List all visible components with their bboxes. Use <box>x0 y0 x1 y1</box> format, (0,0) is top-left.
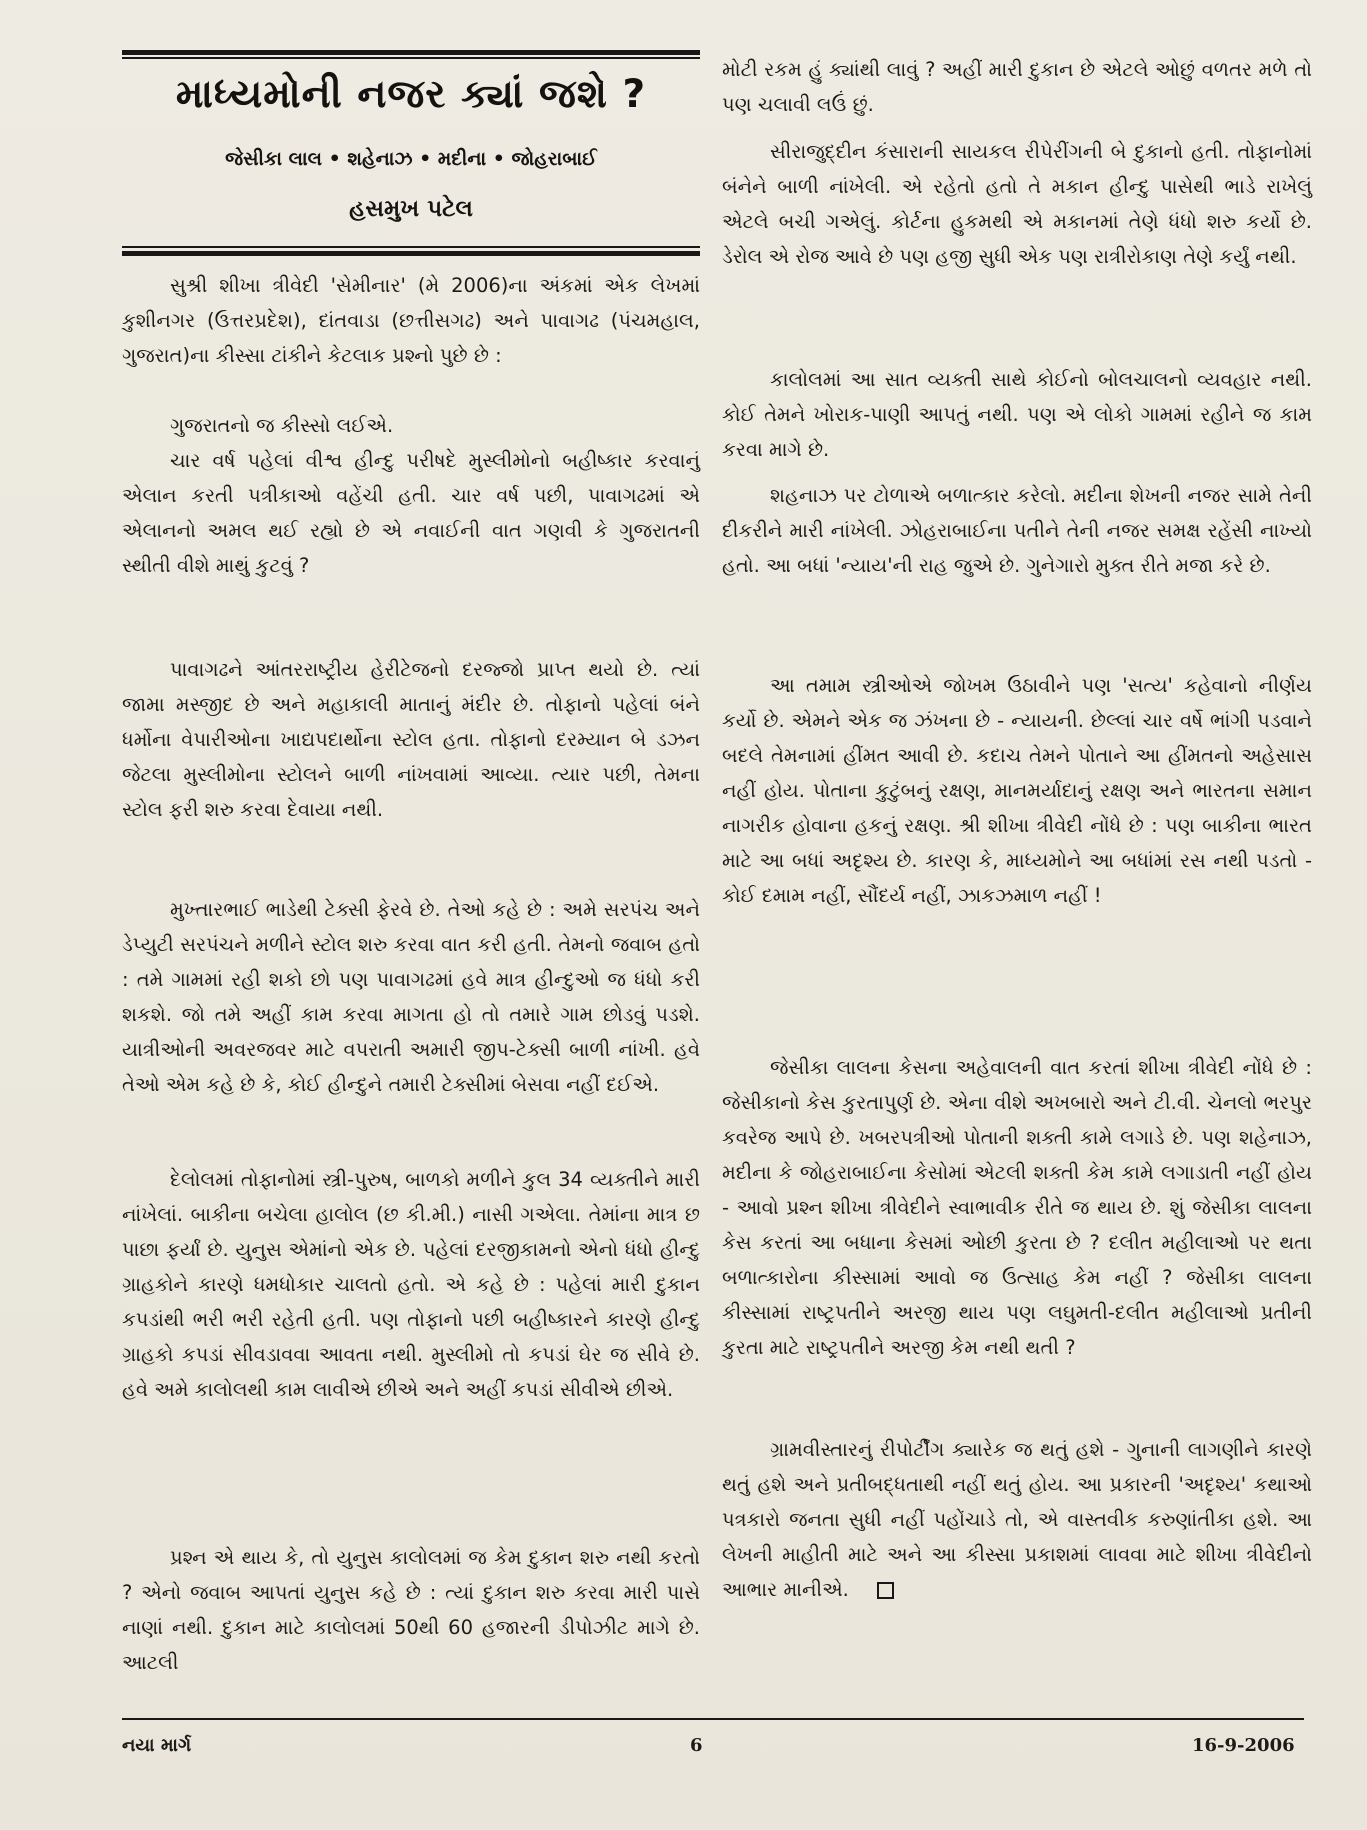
issue-date: 16-9-2006 <box>1192 1735 1295 1756</box>
paragraph: આ તમામ સ્ત્રીઓએ જોખમ ઉઠાવીને પણ 'સત્ય' કહેવાનો નીર્ણય કર્યો છે. એમને એક જ ઝંખના છે - ન્યાયની. છેલ્લાં ચાર વર્ષે ભાંગી પડવાને બદલે તેમનામાં હીંમત આવી છે. કદાચ તેમને પોતાને આ હીંમતનો અહેસાસ નહીં હોય. પોતાના કુટુંબનું રક્ષણ, માનમર્યાદાનું રક્ષણ અને ભારતના સમાન નાગરીક હોવાના હકનું રક્ષણ. શ્રી શીખા ત્રીવેદી નોંધે છે : પણ બાકીના ભારત માટે આ બધાં અદૃશ્ય છે. કારણ કે, માધ્યમોને આ બધાંમાં રસ નથી પડતો - કોઈ દમામ નહીં, સૌંદર્ય નહીં, ઝાકઝમાળ નહીં ! <box>722 674 1312 907</box>
paragraph: ગ્રામવીસ્તારનું રીપોર્ટીંગ ક્યારેક જ થતું હશે - ગુનાની લાગણીને કારણે થતું હશે અને પ્રતીબદ્ધતાથી નહીં થતું હોય. આ પ્રકારની 'અદૃશ્ય' કથાઓ પત્રકારો જનતા સુધી નહીં પહોંચાડે તો, એ વાસ્તવીક કરુણાંતીકા હશે. આ લેખની માહીતી માટે અને આ કીસ્સા પ્રકાશમાં લાવવા માટે શીખા ત્રીવેદીનો આભાર માનીએ. <box>722 1438 1312 1601</box>
header-rule-bottom-thin <box>122 246 700 248</box>
end-of-article-box-icon <box>877 1582 894 1599</box>
header-rule-top <box>122 50 700 55</box>
footer-rule <box>122 1718 1304 1720</box>
article-title: માધ્યમોની નજર ક્યાં જશે ? <box>175 72 647 117</box>
paragraph: મોટી રકમ હું ક્યાંથી લાવું ? અહીં મારી દુકાન છે એટલે ઓછું વળતર મળે તો પણ ચલાવી લઉં છું. <box>722 58 1312 116</box>
paragraph: શહનાઝ પર ટોળાએ બળાત્કાર કરેલો. મદીના શેખની નજર સામે તેની દીકરીને મારી નાંખેલી. ઝોહરાબાઈના પતીને તેની નજર સમક્ષ રહેંસી નાખ્યો હતો. આ બધાં 'ન્યાય'ની રાહ જુએ છે. ગુનેગારો મુક્ત રીતે મજા કરે છે. <box>722 484 1312 577</box>
closing-paragraph <box>722 1432 1312 1607</box>
page-number: 6 <box>690 1735 703 1756</box>
paragraph: પ્રશ્ન એ થાય કે, તો યુનુસ કાલોલમાં જ કેમ દુકાન શરુ નથી કરતો ? એનો જવાબ આપતાં યુનુસ કહે છે : ત્યાં દુકાન શરુ કરવા મારી પાસે નાણાં નથી. દુકાન માટે કાલોલમાં 50થી 60 હજારની ડીપોઝીટ માગે છે. આટલી <box>122 1546 700 1674</box>
paragraph: સુશ્રી શીખા ત્રીવેદી 'સેમીનાર' (મે 2006)ના અંકમાં એક લેખમાં કુશીનગર (ઉત્તરપ્રદેશ), દાંતવાડા (છત્તીસગઢ) અને પાવાગઢ (પંચમહાલ, ગુજરાત)ના કીસ્સા ટાંકીને કેટલાક પ્રશ્નો પુછે છે : <box>122 274 700 367</box>
paragraph: પાવાગઢને આંતરરાષ્ટ્રીય હેરીટેજનો દરજ્જો પ્રાપ્ત થયો છે. ત્યાં જામા મસ્જીદ છે અને મહાકાલી માતાનું મંદીર છે. તોફાનો પહેલાં બંને ધર્મોના વેપારીઓના ખાદ્યપદાર્થોના સ્ટોલ હતા. તોફાનો દરમ્યાન બે ડઝન જેટલા મુસ્લીમોના સ્ટોલને બાળી નાંખવામાં આવ્યા. ત્યાર પછી, તેમના સ્ટોલ ફરી શરુ કરવા દેવાયા નથી. <box>122 658 700 821</box>
header-rule-top-thin <box>122 57 700 59</box>
paragraph: ગુજરાતનો જ કીસ્સો લઈએ. <box>170 414 394 437</box>
article-subtitle: જેસીકા લાલ • શહેનાઝ • મદીના • જોહરાબાઈ <box>225 148 597 170</box>
article-author: હસમુખ પટેલ <box>349 196 473 222</box>
publication-name: નયા માર્ગ <box>122 1735 192 1756</box>
paragraph: જેસીકા લાલના કેસના અહેવાલની વાત કરતાં શીખા ત્રીવેદી નોંધે છે : જેસીકાનો કેસ કુરતાપુર્ણ છે. એના વીશે અખબારો અને ટી.વી. ચેનલો ભરપુર કવરેજ આપે છે. ખબરપત્રીઓ પોતાની શક્તી કામે લગાડે છે. પણ શહેનાઝ, મદીના કે જોહરાબાઈના કેસોમાં એટલી શક્તી કેમ કામે લગાડાતી નહીં હોય - આવો પ્રશ્ન શીખા ત્રીવેદીને સ્વાભાવીક રીતે જ થાય છે. શું જેસીકા લાલના કેસ કરતાં આ બધાના કેસમાં ઓછી કુરતા છે ? દલીત મહીલાઓ પર થતા બળાત્કારોના કીસ્સામાં આવો જ ઉત્સાહ કેમ નહીં ? જેસીકા લાલના કીસ્સામાં રાષ્ટ્રપતીને અરજી થાય પણ લઘુમતી-દલીત મહીલાઓ પ્રતીની કુરતા માટે રાષ્ટ્રપતીને અરજી કેમ નથી થતી ? <box>722 1056 1312 1359</box>
paragraph: સીરાજુદ્દીન કંસારાની સાયકલ રીપેરીંગની બે દુકાનો હતી. તોફાનોમાં બંનેને બાળી નાંખેલી. એ રહેતો હતો તે મકાન હીન્દુ પાસેથી ભાડે રાખેલું એટલે બચી ગએલું. કોર્ટના હુકમથી એ મકાનમાં તેણે ધંધો શરુ કર્યો છે. ડેરોલ એ રોજ આવે છે પણ હજી સુધી એક પણ રાત્રીરોકાણ તેણે કર્યું નથી. <box>722 140 1312 268</box>
paragraph: દેલોલમાં તોફાનોમાં સ્ત્રી-પુરુષ, બાળકો મળીને કુલ 34 વ્યક્તીને મારી નાંખેલાં. બાકીના બચેલા હાલોલ (છ કી.મી.) નાસી ગએલા. તેમાંના માત્ર છ પાછા ફર્યાં છે. યુનુસ એમાંનો એક છે. પહેલાં દરજીકામનો એનો ધંધો હીન્દુ ગ્રાહકોને કારણે ધમધોકાર ચાલતો હતો. એ કહે છે : પહેલાં મારી દુકાન કપડાંથી ભરી ભરી રહેતી હતી. પણ તોફાનો પછી બહીષ્કારને કારણે હીન્દુ ગ્રાહકો કપડાં સીવડાવવા આવતા નથી. મુસ્લીમો તો કપડાં ઘેર જ સીવે છે. હવે અમે કાલોલથી કામ લાવીએ છીએ અને અહીં કપડાં સીવીએ છીએ. <box>122 1168 700 1401</box>
paragraph: કાલોલમાં આ સાત વ્યક્તી સાથે કોઈનો બોલચાલનો વ્યવહાર નથી. કોઈ તેમને ખોરાક-પાણી આપતું નથી. પણ એ લોકો ગામમાં રહીને જ કામ કરવા માગે છે. <box>722 368 1312 461</box>
header-rule-bottom <box>122 251 700 256</box>
paragraph: ચાર વર્ષ પહેલાં વીશ્વ હીન્દુ પરીષદે મુસ્લીમોનો બહીષ્કાર કરવાનું એલાન કરતી પત્રીકાઓ વહેંચી હતી. ચાર વર્ષ પછી, પાવાગઢમાં એ એલાનનો અમલ થઈ રહ્યો છે એ નવાઈની વાત ગણવી કે ગુજરાતની સ્થીતી વીશે માથું કુટવું ? <box>122 449 700 577</box>
paragraph: મુખ્તારભાઈ ભાડેથી ટેક્સી ફેરવે છે. તેઓ કહે છે : અમે સરપંચ અને ડેપ્યુટી સરપંચને મળીને સ્ટોલ શરુ કરવા વાત કરી હતી. તેમનો જવાબ હતો : તમે ગામમાં રહી શકો છો પણ પાવાગઢમાં હવે માત્ર હીન્દુઓ જ ધંધો કરી શકશે. જો તમે અહીં કામ કરવા માગતા હો તો તમારે ગામ છોડવું પડશે. યાત્રીઓની અવરજવર માટે વપરાતી અમારી જીપ-ટેક્સી બાળી નાંખી. હવે તેઓ એમ કહે છે કે, કોઈ હીન્દુને તમારી ટેક્સીમાં બેસવા નહીં દઈએ. <box>122 898 700 1096</box>
